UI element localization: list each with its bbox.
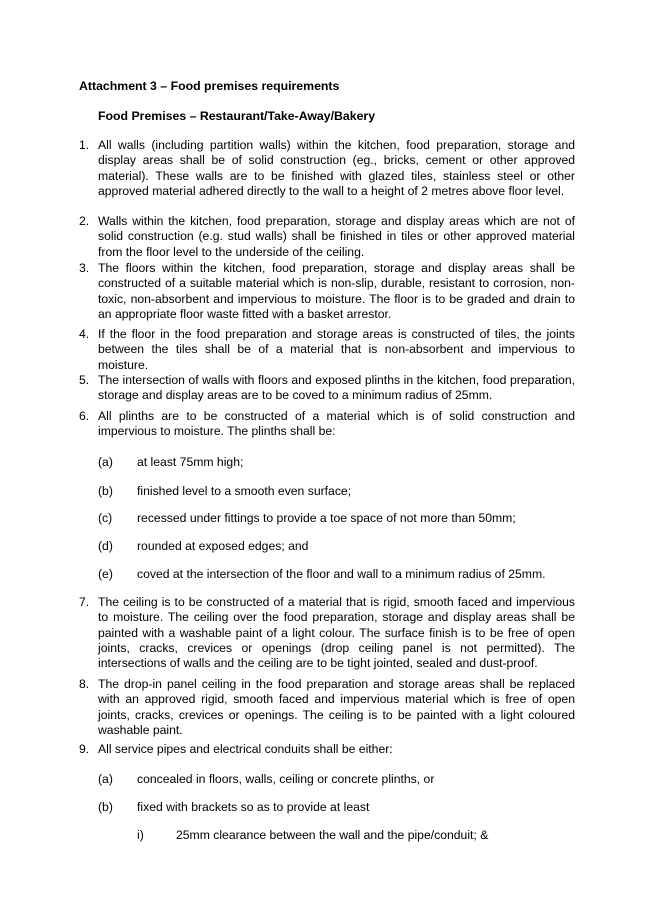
subitem-text: concealed in floors, walls, ceiling or concrete plinths, or (137, 772, 435, 786)
subsubitem-text: 25mm clearance between the wall and the pipe/conduit; & (176, 828, 489, 842)
list-item (79, 373, 575, 404)
item-text: All service pipes and electrical conduits shall be either: (98, 742, 393, 756)
list-item (79, 677, 575, 738)
subitem-label: (a) (98, 455, 113, 469)
subitem-label: (b) (98, 800, 113, 814)
list-item (79, 261, 575, 322)
subsubitem-label: i) (137, 828, 144, 842)
subitem-text: at least 75mm high; (137, 455, 244, 469)
subitem-text: rounded at exposed edges; and (137, 539, 309, 553)
subitem-label: (c) (98, 511, 113, 525)
item-number: 3. (79, 261, 90, 275)
attachment-heading: Attachment 3 – Food premises requirements (79, 79, 340, 93)
subitem-text: fixed with brackets so as to provide at least (137, 800, 370, 814)
item-number: 9. (79, 742, 90, 756)
subitem-label: (e) (98, 567, 113, 581)
item-text: All walls (including partition walls) within the kitchen, food preparation, storage and display areas shall be of solid construction (eg., bricks, cement or other approved material). These walls are to be finished with glazed tiles, stainless steel or other approved material adhered directly to the wall to a height of 2 metres above floor level. (98, 138, 575, 198)
item-text: Walls within the kitchen, food preparation, storage and display areas which are not of solid construction (e.g. stud walls) shall be finished in tiles or other approved material from the floor level to the underside of the ceiling. (98, 214, 575, 259)
item-text: The floors within the kitchen, food preparation, storage and display areas shall be constructed of a suitable material which is non-slip, durable, resistant to corrosion, non-toxic, non-absorbent and impervious to moisture. The floor is to be graded and drain to an appropriate floor waste fitted with a basket arrestor. (98, 261, 575, 321)
list-item (79, 138, 575, 199)
list-item (79, 214, 575, 260)
item-number: 4. (79, 327, 90, 341)
subitem-text: recessed under fittings to provide a toe space of not more than 50mm; (137, 511, 516, 525)
subitem-text: coved at the intersection of the floor and wall to a minimum radius of 25mm. (137, 567, 546, 581)
item-text: If the floor in the food preparation and storage areas is constructed of tiles, the joints between the tiles shall be of a material that is non-absorbent and impervious to moisture. (98, 327, 575, 372)
item-text: The intersection of walls with floors and exposed plinths in the kitchen, food preparation, storage and display areas are to be coved to a minimum radius of 25mm. (98, 373, 575, 403)
subitem-label: (d) (98, 539, 113, 553)
item-text: The drop-in panel ceiling in the food preparation and storage areas shall be replaced with an approved rigid, smooth faced and impervious material which is free of open joints, cracks, crevices or openings. The ceiling is to be painted with a light coloured washable paint. (98, 677, 575, 737)
item-text: All plinths are to be constructed of a material which is of solid construction and impervious to moisture. The plinths shall be: (98, 409, 575, 439)
list-item (79, 595, 575, 671)
subitem-text: finished level to a smooth even surface; (137, 484, 352, 498)
list-item (79, 742, 575, 757)
item-number: 7. (79, 595, 90, 609)
item-number: 8. (79, 677, 90, 691)
item-text: The ceiling is to be constructed of a material that is rigid, smooth faced and impervious to moisture. The ceiling over the food preparation, storage and display areas shall be painted with a washable paint of a light colour. The surface finish is to be free of open joints, cracks, crevices or openings (drop ceiling panel is not permitted). The intersections of walls and the ceiling are to be tight jointed, sealed and dust-proof. (98, 595, 575, 671)
item-number: 1. (79, 138, 90, 152)
item-number: 6. (79, 409, 90, 423)
item-number: 5. (79, 373, 90, 387)
item-number: 2. (79, 214, 90, 228)
subitem-label: (a) (98, 772, 113, 786)
list-item (79, 327, 575, 373)
list-item (79, 409, 575, 440)
section-heading: Food Premises – Restaurant/Take-Away/Bakery (98, 109, 376, 123)
subitem-label: (b) (98, 484, 113, 498)
